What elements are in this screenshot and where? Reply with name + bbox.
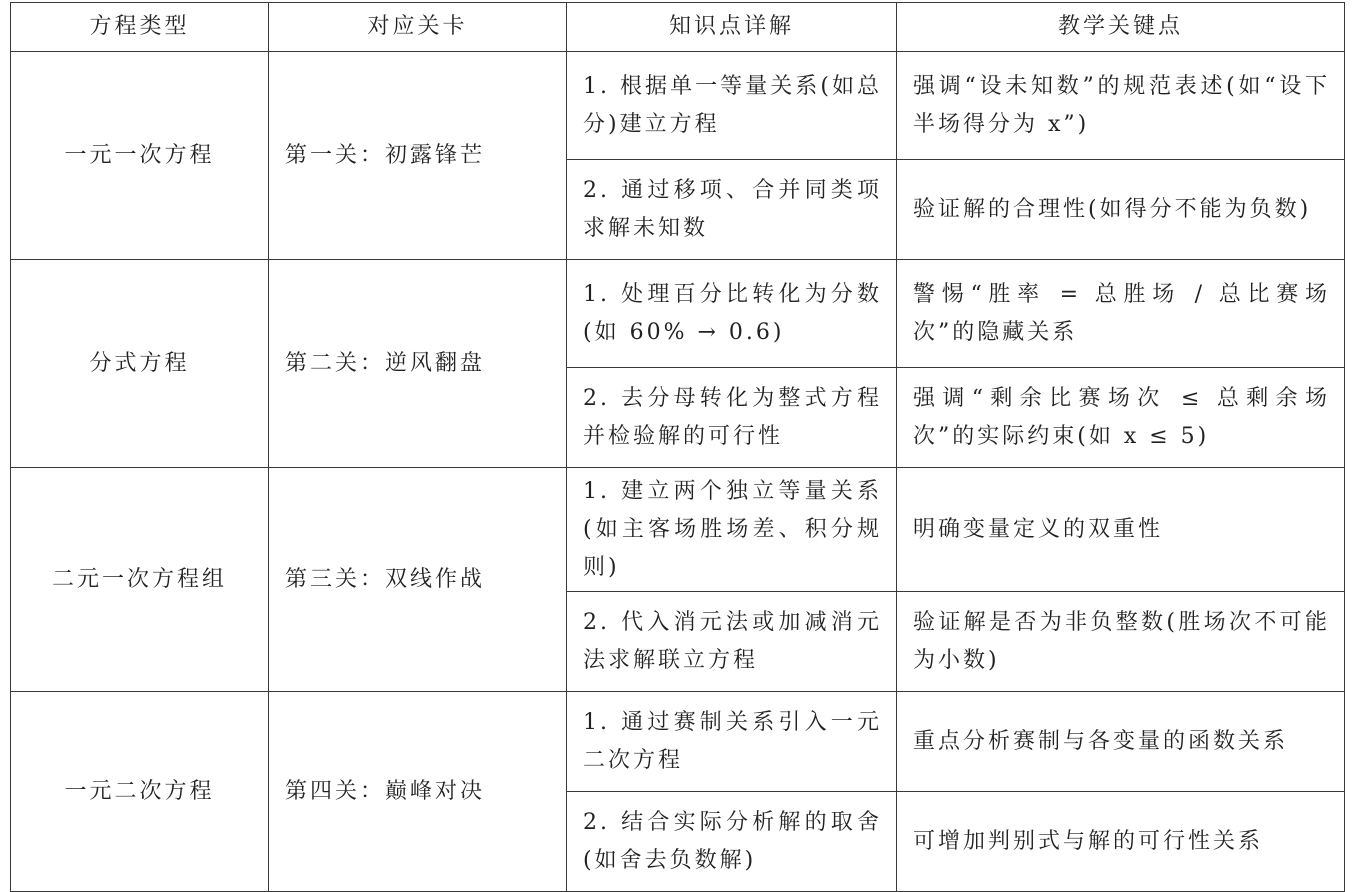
knowledge-cell: 2. 代入消元法或加减消元法求解联立方程 bbox=[567, 592, 897, 692]
keypoint-cell: 强调“设未知数”的规范表述(如“设下半场得分为 x”) bbox=[897, 52, 1345, 160]
knowledge-cell: 2. 结合实际分析解的取舍(如舍去负数解) bbox=[567, 792, 897, 892]
table-row bbox=[11, 692, 1345, 792]
knowledge-cell: 2. 去分母转化为整式方程并检验解的可行性 bbox=[567, 368, 897, 468]
keypoint-cell: 验证解是否为非负整数(胜场次不可能为小数) bbox=[897, 592, 1345, 692]
header-teaching-keypoint: 教学关键点 bbox=[897, 3, 1345, 52]
level-cell: 第三关：双线作战 bbox=[269, 468, 567, 692]
keypoint-cell: 验证解的合理性(如得分不能为负数) bbox=[897, 160, 1345, 260]
keypoint-cell: 警惕“胜率 = 总胜场 / 总比赛场次”的隐藏关系 bbox=[897, 260, 1345, 368]
knowledge-cell: 1. 建立两个独立等量关系(如主客场胜场差、积分规则) bbox=[567, 468, 897, 592]
header-knowledge: 知识点详解 bbox=[567, 3, 897, 52]
knowledge-cell: 1. 根据单一等量关系(如总分)建立方程 bbox=[567, 52, 897, 160]
equation-type-cell: 一元一次方程 bbox=[11, 52, 269, 260]
header-equation-type: 方程类型 bbox=[11, 3, 269, 52]
keypoint-cell: 可增加判别式与解的可行性关系 bbox=[897, 792, 1345, 892]
level-cell: 第二关：逆风翻盘 bbox=[269, 260, 567, 468]
table-row bbox=[11, 260, 1345, 368]
table-row bbox=[11, 468, 1345, 592]
knowledge-cell: 1. 处理百分比转化为分数(如 60% → 0.6) bbox=[567, 260, 897, 368]
knowledge-cell: 1. 通过赛制关系引入一元二次方程 bbox=[567, 692, 897, 792]
curriculum-table bbox=[10, 2, 1345, 892]
knowledge-cell: 2. 通过移项、合并同类项求解未知数 bbox=[567, 160, 897, 260]
table-row bbox=[11, 52, 1345, 160]
equation-type-cell: 一元二次方程 bbox=[11, 692, 269, 892]
equation-type-cell: 二元一次方程组 bbox=[11, 468, 269, 692]
header-row bbox=[11, 3, 1345, 52]
keypoint-cell: 强调“剩余比赛场次 ≤ 总剩余场次”的实际约束(如 x ≤ 5) bbox=[897, 368, 1345, 468]
keypoint-cell: 明确变量定义的双重性 bbox=[897, 468, 1345, 592]
level-cell: 第四关：巅峰对决 bbox=[269, 692, 567, 892]
level-cell: 第一关：初露锋芒 bbox=[269, 52, 567, 260]
header-level: 对应关卡 bbox=[269, 3, 567, 52]
keypoint-cell: 重点分析赛制与各变量的函数关系 bbox=[897, 692, 1345, 792]
equation-type-cell: 分式方程 bbox=[11, 260, 269, 468]
